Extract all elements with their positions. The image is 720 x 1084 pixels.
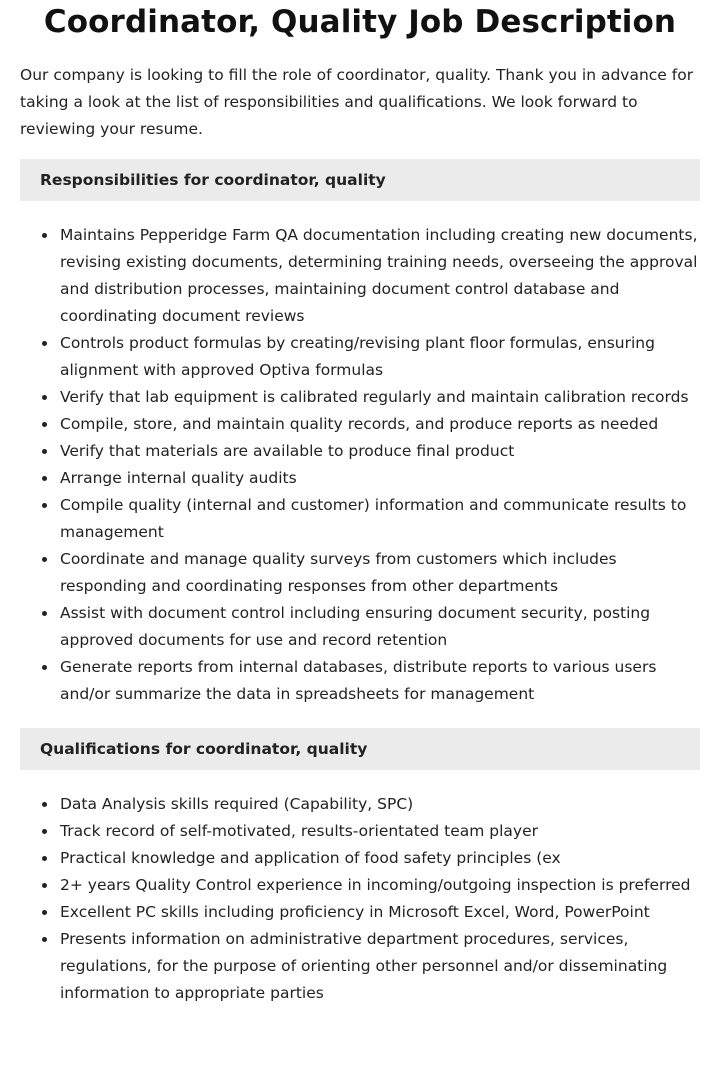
list-item: Compile, store, and maintain quality records, and produce reports as needed	[60, 411, 700, 438]
list-item: Generate reports from internal databases, distribute reports to various users and/or summarize the data in spreadsheets for management	[60, 654, 700, 708]
list-item: Data Analysis skills required (Capability, SPC)	[60, 791, 700, 818]
list-item: 2+ years Quality Control experience in incoming/outgoing inspection is preferred	[60, 872, 700, 899]
list-item: Verify that materials are available to produce final product	[60, 438, 700, 465]
list-item: Compile quality (internal and customer) information and communicate results to management	[60, 492, 700, 546]
responsibilities-list	[20, 222, 700, 708]
list-item: Excellent PC skills including proficiency in Microsoft Excel, Word, PowerPoint	[60, 899, 700, 926]
qualifications-list	[20, 791, 700, 1007]
list-item: Presents information on administrative department procedures, services, regulations, for the purpose of orienting other personnel and/or disseminating information to appropriate parties	[60, 926, 700, 1007]
list-item: Practical knowledge and application of food safety principles (ex	[60, 845, 700, 872]
list-item: Verify that lab equipment is calibrated regularly and maintain calibration records	[60, 384, 700, 411]
page-title: Coordinator, Quality Job Description	[43, 4, 677, 40]
list-item: Assist with document control including ensuring document security, posting approved documents for use and record retention	[60, 600, 700, 654]
list-item: Arrange internal quality audits	[60, 465, 700, 492]
list-item: Coordinate and manage quality surveys from customers which includes responding and coordinating responses from other departments	[60, 546, 700, 600]
list-item: Controls product formulas by creating/revising plant floor formulas, ensuring alignment with approved Optiva formulas	[60, 330, 700, 384]
responsibilities-heading: Responsibilities for coordinator, quality	[20, 159, 700, 201]
qualifications-heading: Qualifications for coordinator, quality	[20, 728, 700, 770]
list-item: Maintains Pepperidge Farm QA documentation including creating new documents, revising existing documents, determining training needs, overseeing the approval and distribution processes, maintaining document control database and coordinating document reviews	[60, 222, 700, 330]
intro-paragraph: Our company is looking to fill the role of coordinator, quality. Thank you in advance for taking a look at the list of responsibilities and qualifications. We look forward to reviewing your resume.	[20, 66, 694, 138]
list-item: Track record of self-motivated, results-orientated team player	[60, 818, 700, 845]
